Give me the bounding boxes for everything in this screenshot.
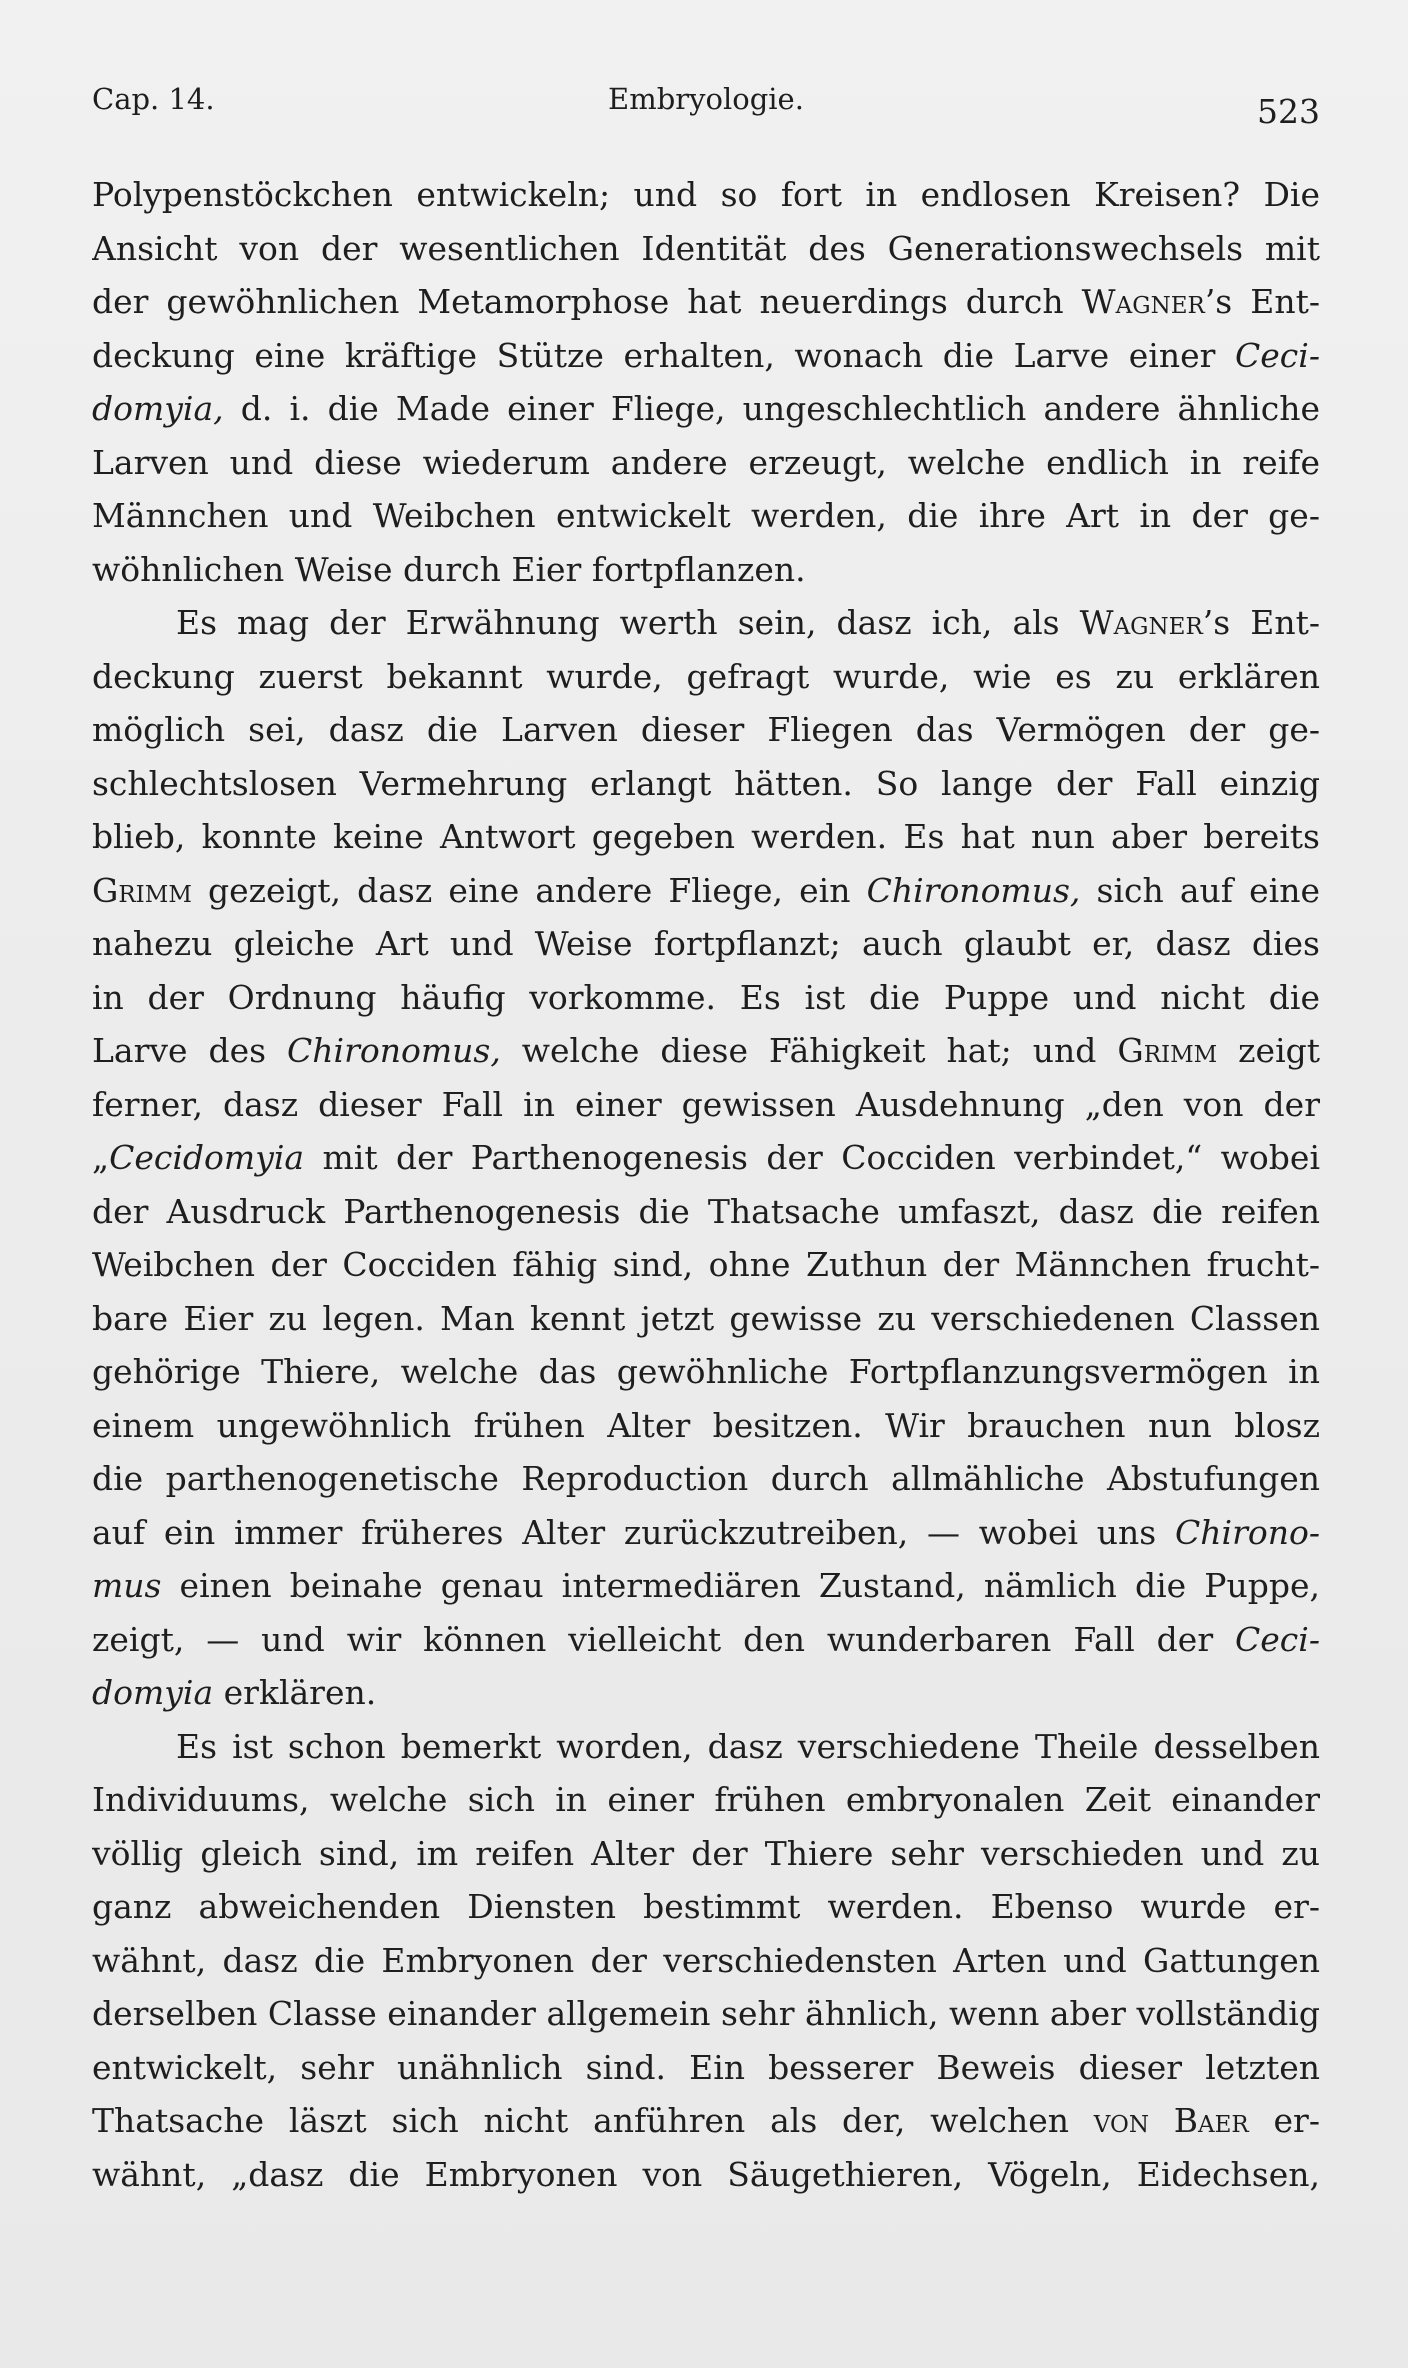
text-line xyxy=(92,1345,1320,1399)
text-line xyxy=(92,168,1320,222)
text-line xyxy=(92,489,1320,543)
italic-text: Chirono- xyxy=(1175,1512,1320,1552)
text-line xyxy=(92,436,1320,490)
text-segment: ferner, dasz dieser Fall in einer gewissen Ausdehnung „den von der xyxy=(92,1084,1320,1124)
running-head xyxy=(92,78,1320,131)
text-line xyxy=(92,1613,1320,1667)
text-segment: ganz abweichenden Diensten bestimmt werden. Ebenso wurde er- xyxy=(92,1887,1320,1926)
text-segment: wähnt, „dasz die Embryonen von Säugethieren, Vögeln, Eidechsen, xyxy=(92,2154,1320,2194)
text-line xyxy=(92,1238,1320,1292)
text-line xyxy=(92,1666,1320,1720)
text-segment: deckung eine kräftige Stütze erhalten, wonach die Larve einer xyxy=(92,335,1236,375)
text-line xyxy=(92,1024,1320,1078)
text-line xyxy=(92,1292,1320,1346)
text-segment: Es mag der Erwähnung werth sein, dasz ich, als xyxy=(176,603,1080,642)
text-segment: sich auf eine xyxy=(1080,870,1320,910)
text-segment: entwickelt, sehr unähnlich sind. Ein besserer Beweis dieser letzten xyxy=(92,2047,1320,2087)
text-segment: blieb, konnte keine Antwort gegeben werden. Es hat nun aber bereits xyxy=(92,817,1320,856)
text-segment: ’s Ent- xyxy=(1204,282,1320,321)
text-segment: einen beinahe genau intermediären Zustand, nämlich die Puppe, xyxy=(161,1566,1320,1605)
text-segment: Polypenstöckchen entwickeln; und so fort in endlosen Kreisen? Die xyxy=(92,175,1320,214)
text-line xyxy=(92,1559,1320,1613)
text-segment: nahezu gleiche Art und Weise fortpflanzt; auch glaubt er, dasz dies xyxy=(92,924,1320,963)
text-line xyxy=(92,1773,1320,1827)
text-segment: wöhnlichen Weise durch Eier fortpflanzen. xyxy=(92,549,806,589)
text-line xyxy=(92,222,1320,276)
text-line xyxy=(92,1934,1320,1988)
text-line xyxy=(92,703,1320,757)
text-segment: zeigt xyxy=(1217,1031,1320,1070)
text-segment: Individuums, welche sich in einer frühen embryonalen Zeit einander xyxy=(92,1780,1320,1819)
page-number: 523 xyxy=(1257,92,1320,131)
text-segment: einem ungewöhnlich frühen Alter besitzen. Wir brauchen nun blosz xyxy=(92,1405,1320,1445)
text-segment: bare Eier zu legen. Man kennt jetzt gewisse zu verschiedenen Classen xyxy=(92,1298,1320,1338)
text-segment: mit der Parthenogenesis der Cocciden verbindet,“ wobei xyxy=(304,1138,1320,1177)
text-segment: wähnt, dasz die Embryonen der verschiedensten Arten und Gattungen xyxy=(92,1940,1320,1980)
text-segment: schlechtslosen Vermehrung erlangt hätten. So lange der Fall einzig xyxy=(92,763,1320,803)
text-segment: Männchen und Weibchen entwickelt werden, die ihre Art in der ge- xyxy=(92,496,1320,535)
italic-text: mus xyxy=(92,1566,162,1605)
text-line xyxy=(92,650,1320,704)
text-line xyxy=(92,1078,1320,1132)
text-line xyxy=(92,1506,1320,1560)
text-segment: Larven und diese wiederum andere erzeugt, welche endlich in reife xyxy=(92,442,1320,482)
italic-text: domyia, xyxy=(92,389,224,428)
text-line xyxy=(92,543,1320,597)
text-line xyxy=(92,810,1320,864)
text-line xyxy=(92,329,1320,383)
chapter-reference: Cap. 14. xyxy=(92,82,215,116)
text-line xyxy=(92,1987,1320,2041)
text-line xyxy=(92,1827,1320,1881)
small-caps-name: Wagner xyxy=(1079,603,1203,642)
text-line xyxy=(92,917,1320,971)
text-segment: in der Ordnung häufig vorkomme. Es ist die Puppe und nicht die xyxy=(92,977,1320,1017)
small-caps-name: Wagner xyxy=(1081,282,1205,321)
text-segment: gezeigt, dasz eine andere Fliege, ein xyxy=(191,870,867,910)
text-segment: deckung zuerst bekannt wurde, gefragt wurde, wie es zu erklären xyxy=(92,656,1320,696)
text-segment: Ansicht von der wesentlichen Identität des Generationswechsels mit xyxy=(92,228,1320,268)
text-segment: auf ein immer früheres Alter zurückzutreiben, — wobei uns xyxy=(92,1512,1176,1552)
text-segment: er- xyxy=(1248,2101,1320,2140)
small-caps-name: Grimm xyxy=(1117,1031,1218,1070)
text-segment: Es ist schon bemerkt worden, dasz verschiedene Theile desselben xyxy=(176,1726,1320,1766)
italic-text: domyia xyxy=(92,1673,214,1712)
text-line xyxy=(92,2148,1320,2202)
italic-text: Chironomus, xyxy=(287,1031,501,1070)
text-line xyxy=(92,1880,1320,1934)
text-segment: Weibchen der Cocciden fähig sind, ohne Zuthun der Männchen frucht- xyxy=(92,1245,1320,1284)
text-line xyxy=(92,382,1320,436)
text-segment: der Ausdruck Parthenogenesis die Thatsache umfaszt, dasz die reifen xyxy=(92,1191,1320,1231)
text-segment: der gewöhnlichen Metamorphose hat neuerdings durch xyxy=(92,282,1082,321)
italic-text: Chironomus, xyxy=(866,870,1081,910)
section-title: Embryologie. xyxy=(608,82,804,116)
text-line xyxy=(92,1720,1320,1774)
text-line xyxy=(92,971,1320,1025)
text-line xyxy=(92,2041,1320,2095)
small-caps-name: von Baer xyxy=(1093,2101,1249,2140)
text-line xyxy=(92,596,1320,650)
text-segment: d. i. die Made einer Fliege, ungeschlechtlich andere ähnliche xyxy=(223,389,1320,428)
small-caps-name: Grimm xyxy=(92,870,192,910)
text-segment: die parthenogenetische Reproduction durch allmähliche Abstufungen xyxy=(92,1459,1320,1498)
text-line xyxy=(92,1131,1320,1185)
text-segment: ’s Ent- xyxy=(1202,603,1320,642)
body-text xyxy=(92,168,1320,2201)
text-segment: Thatsache läszt sich nicht anführen als der, welchen xyxy=(92,2101,1094,2140)
text-line xyxy=(92,757,1320,811)
text-segment: welche diese Fähigkeit hat; und xyxy=(500,1031,1118,1070)
text-segment: erklären. xyxy=(213,1673,377,1712)
text-line xyxy=(92,1399,1320,1453)
text-segment: „ xyxy=(92,1138,110,1177)
text-segment: zeigt, — und wir können vielleicht den wunderbaren Fall der xyxy=(92,1619,1236,1659)
text-line xyxy=(92,1185,1320,1239)
text-segment: derselben Classe einander allgemein sehr ähnlich, wenn aber vollständig xyxy=(92,1994,1320,2033)
text-segment: völlig gleich sind, im reifen Alter der Thiere sehr verschieden und zu xyxy=(92,1833,1320,1873)
text-segment: gehörige Thiere, welche das gewöhnliche Fortpflanzungsvermögen in xyxy=(92,1352,1320,1391)
text-line xyxy=(92,1452,1320,1506)
text-line xyxy=(92,864,1320,918)
text-segment: möglich sei, dasz die Larven dieser Fliegen das Vermögen der ge- xyxy=(92,710,1320,749)
text-line xyxy=(92,275,1320,329)
italic-text: Ceci- xyxy=(1235,335,1320,375)
text-line xyxy=(92,2094,1320,2148)
italic-text: Ceci- xyxy=(1235,1619,1320,1659)
italic-text: Cecidomyia xyxy=(109,1138,305,1177)
text-segment: Larve des xyxy=(92,1031,288,1070)
